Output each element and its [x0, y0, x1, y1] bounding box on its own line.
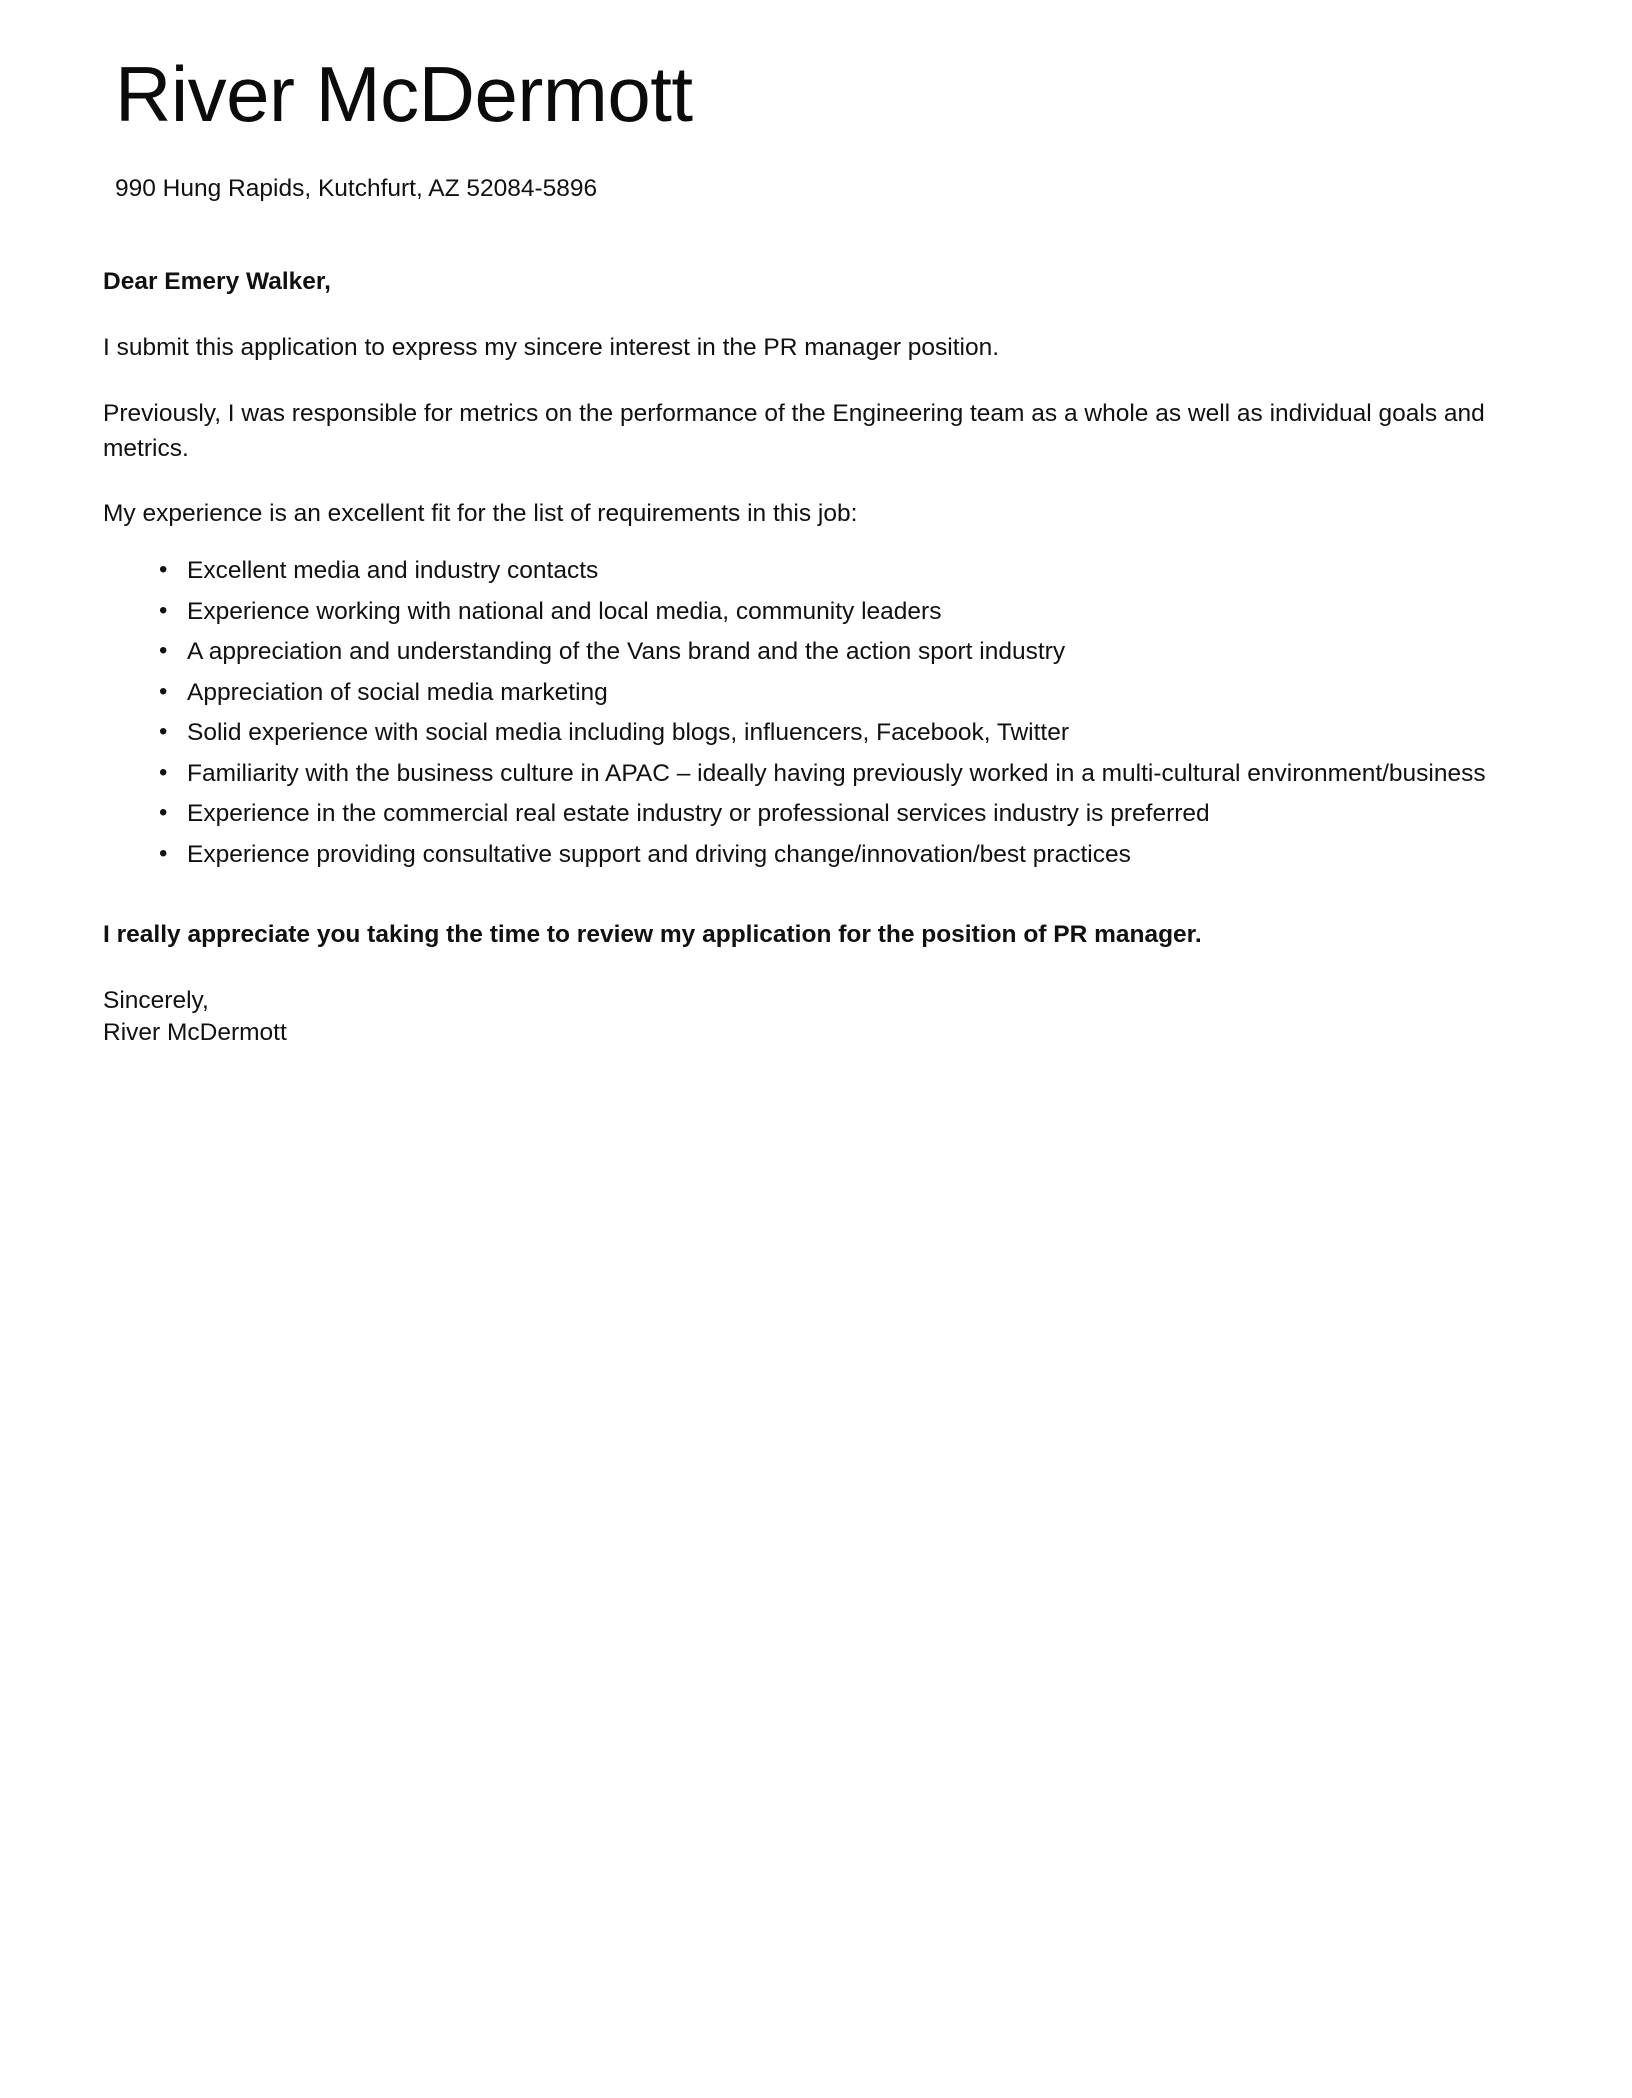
list-item: • Experience in the commercial real estate industry or professional services industry is preferred [159, 799, 1533, 830]
list-item: • Familiarity with the business culture in APAC – ideally having previously worked in a multi-cultural environment/business [159, 759, 1533, 790]
signature-name: River McDermott [103, 1018, 287, 1046]
list-item: • Experience providing consultative support and driving change/innovation/best practices [159, 840, 1533, 871]
list-item: • Appreciation of social media marketing [159, 678, 1533, 709]
signoff-text: Sincerely, [103, 986, 209, 1014]
list-item: • Experience working with national and local media, community leaders [159, 597, 1533, 628]
letter-content [103, 52, 1533, 1049]
list-item: • Solid experience with social media including blogs, influencers, Facebook, Twitter [159, 718, 1533, 749]
body-paragraph-2: Previously, I was responsible for metrics on the performance of the Engineering team as a whole as well as individual goals and metrics. [103, 399, 1485, 462]
page-title: River McDermott [115, 50, 693, 138]
requirements-list [103, 556, 1533, 870]
salutation: Dear Emery Walker, [103, 268, 331, 296]
signature-block [103, 985, 1533, 1049]
list-item: • Excellent media and industry contacts [159, 556, 1533, 587]
body-paragraph-3: My experience is an excellent fit for the list of requirements in this job: [103, 500, 858, 528]
list-item: • A appreciation and understanding of the Vans brand and the action sport industry [159, 637, 1533, 668]
closing-statement: I really appreciate you taking the time to review my application for the position of PR manager. [103, 921, 1202, 949]
letter-body [103, 265, 1533, 1048]
body-paragraph-1: I submit this application to express my sincere interest in the PR manager position. [103, 334, 1000, 362]
applicant-address: 990 Hung Rapids, Kutchfurt, AZ 52084-5896 [115, 175, 598, 203]
